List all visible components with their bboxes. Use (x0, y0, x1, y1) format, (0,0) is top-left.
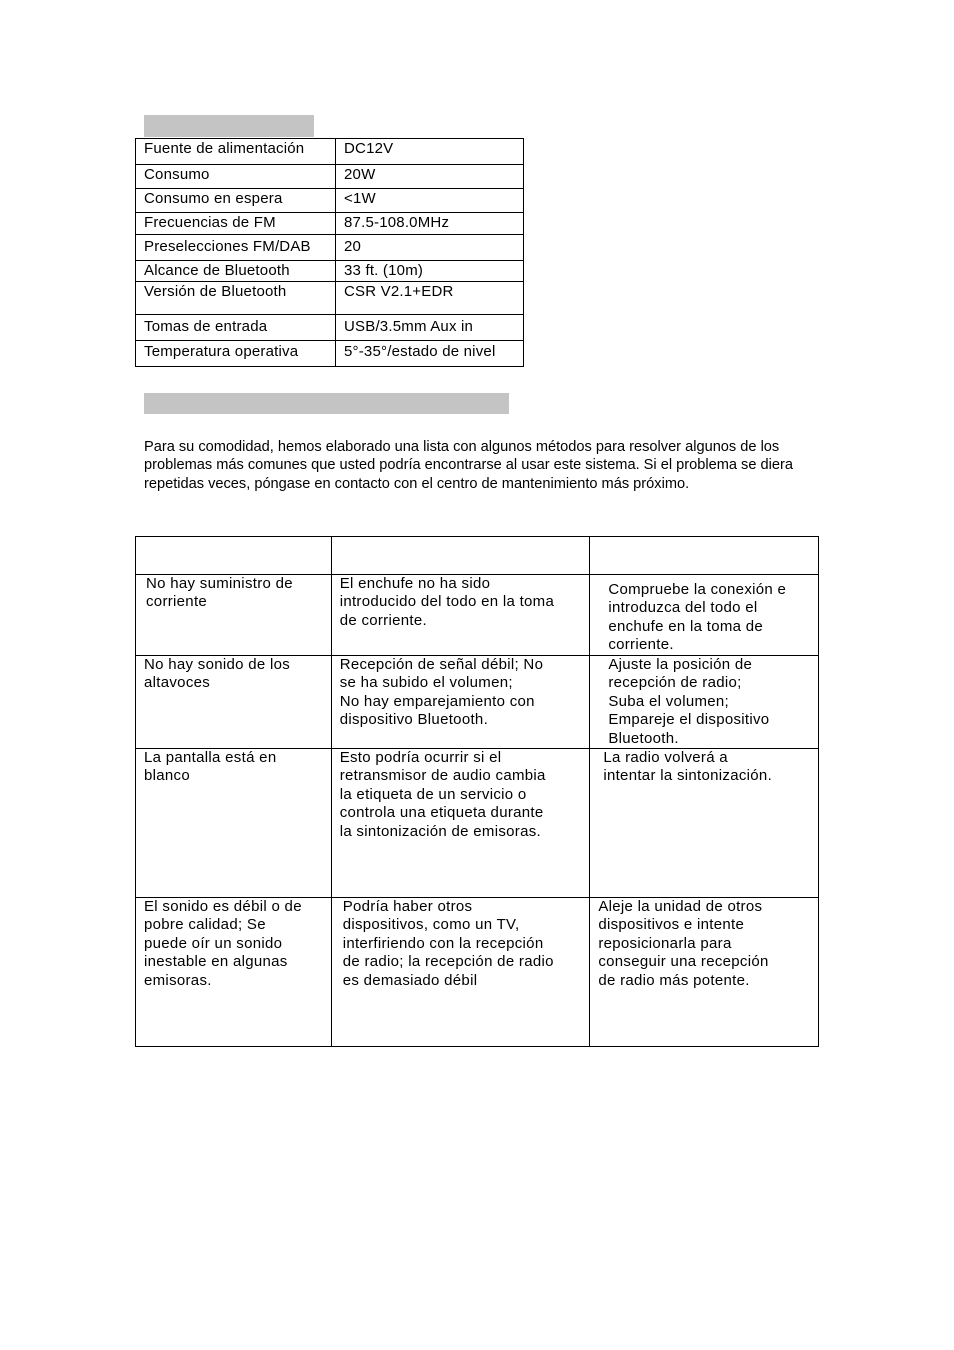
spec-row (136, 261, 524, 282)
spec-value: 33 ft. (10m) (336, 261, 524, 282)
spec-label: Preselecciones FM/DAB (136, 235, 336, 261)
specifications-table (135, 138, 524, 367)
spec-value: USB/3.5mm Aux in (336, 315, 524, 341)
spec-value: CSR V2.1+EDR (336, 282, 524, 315)
spec-value: <1W (336, 189, 524, 213)
problem-cell: No hay sonido de los altavoces (136, 656, 332, 749)
spec-value: DC12V (336, 139, 524, 165)
spec-label: Tomas de entrada (136, 315, 336, 341)
solution-cell: La radio volverá a intentar la sintonización. (590, 749, 819, 898)
cause-cell: Podría haber otros dispositivos, como un TV, interfiriendo con la recepción de radio; la recepción de radio es demasiado débil (331, 898, 590, 1047)
spec-row (136, 139, 524, 165)
solution-cell: Aleje la unidad de otros dispositivos e intente reposicionarla para conseguir una recepción de radio más potente. (590, 898, 819, 1047)
spec-label: Fuente de alimentación (136, 139, 336, 165)
spec-label: Versión de Bluetooth (136, 282, 336, 315)
spec-label: Consumo en espera (136, 189, 336, 213)
spec-row (136, 165, 524, 189)
table-header-row (136, 537, 819, 575)
table-row (136, 749, 819, 898)
header-cell-cause (331, 537, 590, 575)
spec-label: Temperatura operativa (136, 341, 336, 367)
header-cell-problem (136, 537, 332, 575)
header-cell-solution (590, 537, 819, 575)
specs-heading-bar (144, 115, 314, 137)
table-row (136, 656, 819, 749)
solution-cell: Compruebe la conexión e introduzca del todo el enchufe en la toma de corriente. (590, 575, 819, 656)
cause-cell: Recepción de señal débil; No se ha subido el volumen; No hay emparejamiento con dispositivo Bluetooth. (331, 656, 590, 749)
table-row (136, 575, 819, 656)
spec-label: Consumo (136, 165, 336, 189)
spec-row (136, 282, 524, 315)
problem-cell: La pantalla está en blanco (136, 749, 332, 898)
spec-row (136, 315, 524, 341)
spec-label: Alcance de Bluetooth (136, 261, 336, 282)
table-row (136, 898, 819, 1047)
problem-cell: El sonido es débil o de pobre calidad; Se puede oír un sonido inestable en algunas emisoras. (136, 898, 332, 1047)
troubleshooting-heading-bar (144, 393, 509, 414)
cause-cell: Esto podría ocurrir si el retransmisor de audio cambia la etiqueta de un servicio o controla una etiqueta durante la sintonización de emisoras. (331, 749, 590, 898)
spec-label: Frecuencias de FM (136, 213, 336, 235)
spec-value: 20W (336, 165, 524, 189)
solution-cell: Ajuste la posición de recepción de radio; Suba el volumen; Empareje el dispositivo Bluetooth. (590, 656, 819, 749)
spec-row (136, 235, 524, 261)
spec-row (136, 341, 524, 367)
spec-row (136, 189, 524, 213)
cause-cell: El enchufe no ha sido introducido del todo en la toma de corriente. (331, 575, 590, 656)
spec-value: 87.5-108.0MHz (336, 213, 524, 235)
spec-row (136, 213, 524, 235)
spec-value: 20 (336, 235, 524, 261)
intro-paragraph: Para su comodidad, hemos elaborado una lista con algunos métodos para resolver algunos de los problemas más comunes que usted podría encontrarse al usar este sistema. Si el problema se diera repetidas veces, póngase en contacto con el centro de mantenimiento más próximo. (144, 439, 793, 492)
spec-value: 5°-35°/estado de nivel (336, 341, 524, 367)
troubleshooting-table (135, 536, 819, 1047)
problem-cell: No hay suministro de corriente (136, 575, 332, 656)
